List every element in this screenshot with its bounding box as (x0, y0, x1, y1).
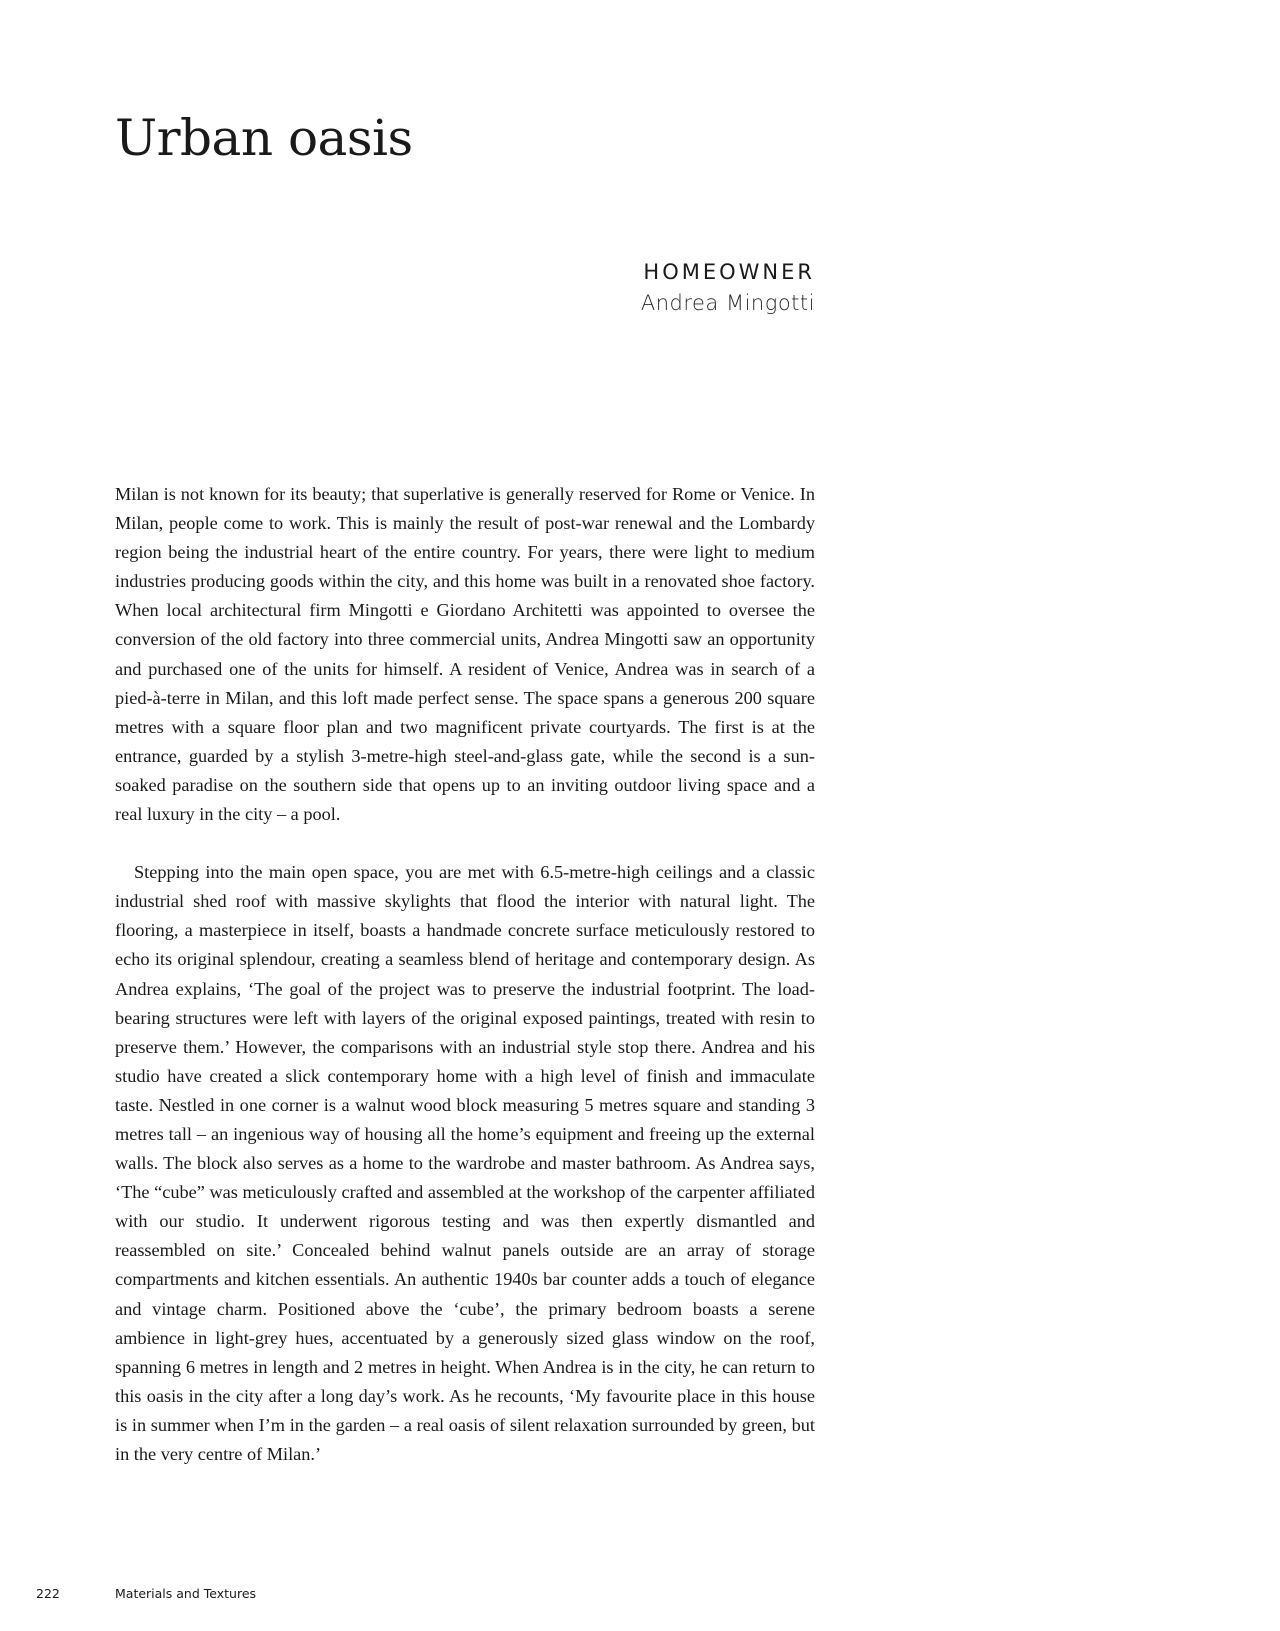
credit-name: Andrea Mingotti (640, 291, 815, 315)
body-paragraph-1: Milan is not known for its beauty; that superlative is generally reserved for Rome or Venice. In Milan, people come to work. This is mainly the result of post-war renewal and the Lombardy region being the industrial heart of the entire country. For years, there were light to medium industries producing goods within the city, and this home was built in a renovated shoe factory. When local architectural firm Mingotti e Giordano Architetti was appointed to oversee the conversion of the old factory into three commercial units, Andrea Mingotti saw an opportunity and purchased one of the units for himself. A resident of Venice, Andrea was in search of a pied-à-terre in Milan, and this loft made perfect sense. The space spans a generous 200 square metres with a square floor plan and two magnificent private courtyards. The first is at the entrance, guarded by a stylish 3-metre-high steel-and-glass gate, while the second is a sun-soaked paradise on the southern side that opens up to an inviting outdoor living space and a real luxury in the city – a pool. (115, 484, 815, 825)
page-number: 222 (36, 1586, 60, 1601)
credit-role-label: HOMEOWNER (643, 260, 815, 284)
page-title: Urban oasis (115, 109, 413, 167)
body-paragraph-2: Stepping into the main open space, you are met with 6.5-metre-high ceilings and a classic industrial shed roof with massive skylights that flood the interior with natural light. The flooring, a masterpiece in itself, boasts a handmade concrete surface meticulously restored to echo its original splendour, creating a seamless blend of heritage and contemporary design. As Andrea explains, ‘The goal of the project was to preserve the industrial footprint. The load-bearing structures were left with layers of the original exposed paintings, treated with resin to preserve them.’ However, the comparisons with an industrial style stop there. Andrea and his studio have created a slick contemporary home with a high level of finish and immaculate taste. Nestled in one corner is a walnut wood block measuring 5 metres square and standing 3 metres tall – an ingenious way of housing all the home’s equipment and freeing up the external walls. The block also serves as a home to the wardrobe and master bathroom. As Andrea says, ‘The “cube” was meticulously crafted and assembled at the workshop of the carpenter affiliated with our studio. It underwent rigorous testing and was then expertly dismantled and reassembled on site.’ Concealed behind walnut panels outside are an array of storage compartments and kitchen essentials. An authentic 1940s bar counter adds a touch of elegance and vintage charm. Positioned above the ‘cube’, the primary bedroom boasts a serene ambience in light-grey hues, accentuated by a generously sized glass window on the roof, spanning 6 metres in length and 2 metres in height. When Andrea is in the city, he can return to this oasis in the city after a long day’s work. As he recounts, ‘My favourite place in this house is in summer when I’m in the garden – a real oasis of silent relaxation surrounded by green, but in the very centre of Milan.’ (115, 862, 815, 1464)
article-body (115, 480, 815, 1469)
homeowner-credit (641, 258, 815, 320)
section-name: Materials and Textures (115, 1586, 257, 1601)
